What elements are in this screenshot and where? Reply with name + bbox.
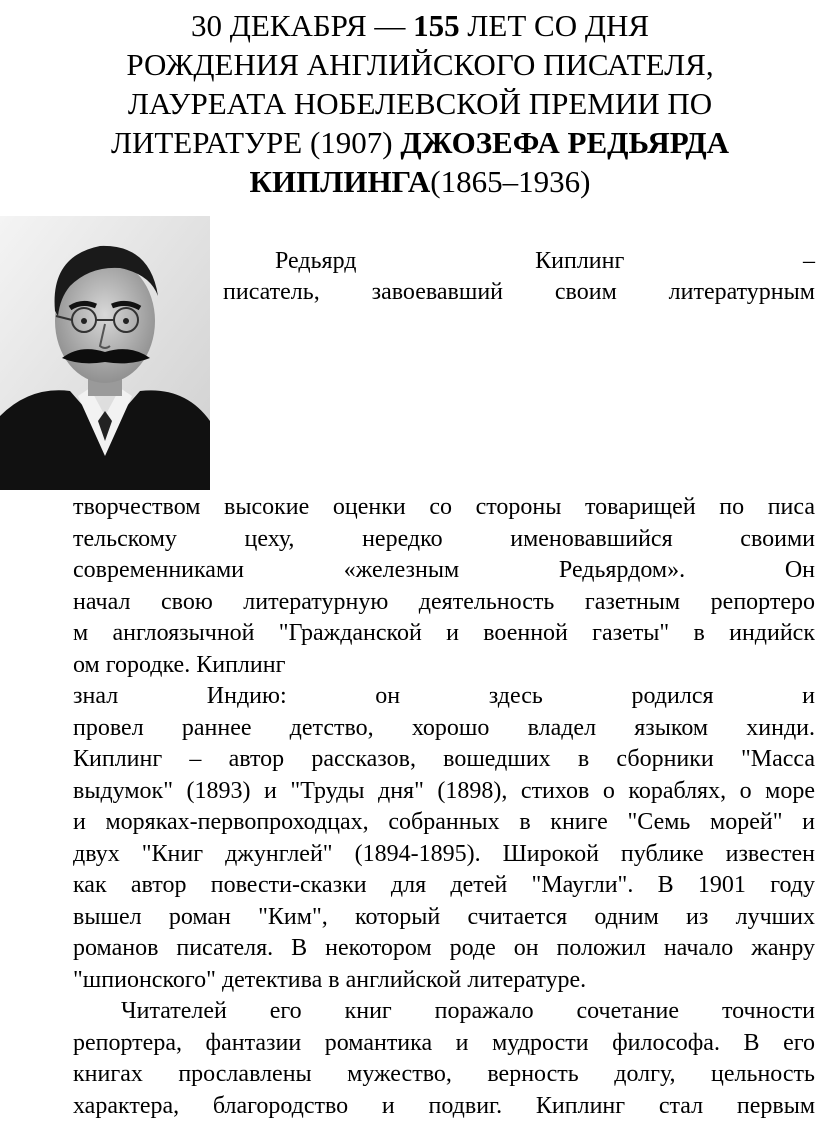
author-name-part-2: КИПЛИНГА (250, 164, 431, 199)
intro-line-1: Редьярд Киплинг – (223, 246, 815, 277)
portrait-illustration (0, 216, 210, 490)
text-line: Киплинг – автор рассказов, вошедших в сборники "Масса (73, 744, 815, 776)
text-line: ом городке. Киплинг (73, 650, 815, 682)
title-line-3: ЛАУРЕАТА НОБЕЛЕВСКОЙ ПРЕМИИ ПО (40, 84, 800, 123)
title-line-1: 30 ДЕКАБРЯ — 155 ЛЕТ СО ДНЯ (40, 6, 800, 45)
paragraph-start-line: Читателей его книг поражало сочетание точности (73, 996, 815, 1028)
anniversary-number: 155 (413, 8, 460, 43)
text-line: м англоязычной "Гражданской и военной газеты" в индийск (73, 618, 815, 650)
document-title (40, 6, 800, 201)
text-line: характера, благородство и подвиг. Киплинг стал первым (73, 1091, 815, 1122)
text-line: начал свою литературную деятельность газетным репортеро (73, 587, 815, 619)
text-line: как автор повести-сказки для детей "Маугли". В 1901 году (73, 870, 815, 902)
text-line: выдумок" (1893) и "Труды дня" (1898), стихов о кораблях, о море (73, 776, 815, 808)
text-line: провел раннее детство, хорошо владел языком хинди. (73, 713, 815, 745)
text-line: романов писателя. В некотором роде он положил начало жанру (73, 933, 815, 965)
text-line: книгах прославлены мужество, верность долгу, цельность (73, 1059, 815, 1091)
title-line-2: РОЖДЕНИЯ АНГЛИЙСКОГО ПИСАТЕЛЯ, (40, 45, 800, 84)
intro-line-2: писатель, завоевавший своим литературным (223, 277, 815, 308)
life-years: (1865–1936) (430, 164, 590, 199)
text-line: вышел роман "Ким", который считается одним из лучших (73, 902, 815, 934)
text-line: двух "Книг джунглей" (1894-1895). Широкой публике известен (73, 839, 815, 871)
text-line: знал Индию: он здесь родился и (73, 681, 815, 713)
title-line-5 (40, 162, 800, 201)
biography-text (73, 492, 815, 1122)
text-line: "шпионского" детектива в английской литературе. (73, 965, 815, 997)
text-line: тельскому цеху, нередко именовавшийся своими (73, 524, 815, 556)
author-name-part-1: ДЖОЗЕФА РЕДЬЯРДА (400, 125, 729, 160)
text-line: современниками «железным Редьярдом». Он (73, 555, 815, 587)
author-portrait-image (0, 216, 210, 490)
text-line: репортера, фантазии романтика и мудрости философа. В его (73, 1028, 815, 1060)
intro-text (223, 246, 815, 308)
text-line: творчеством высокие оценки со стороны товарищей по писа (73, 492, 815, 524)
title-line-4: ЛИТЕРАТУРЕ (1907) ДЖОЗЕФА РЕДЬЯРДА (40, 123, 800, 162)
text-line: и моряках-первопроходцах, собранных в книге "Семь морей" и (73, 807, 815, 839)
